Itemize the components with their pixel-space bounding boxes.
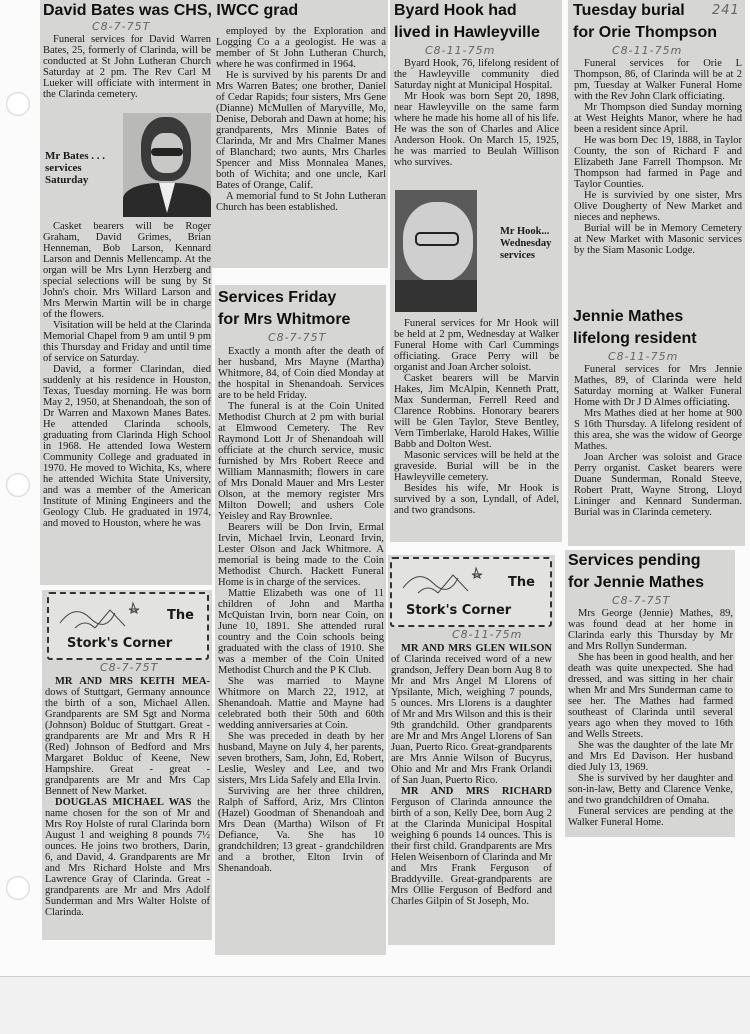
announcement-lead: MR AND MRS RICHARD (401, 786, 552, 797)
storks-corner-banner (47, 592, 209, 660)
article-paragraph: Exactly a month after the death of her husband, Mrs Mayne (Martha) Whitmore, 84, of Coin died Monday at the hospital in Shenandoah. Services are to be held Friday. (218, 346, 384, 401)
article-paragraph: She is survived by her daughter and son-in-law, Betty and Clarence Venke, and two grandchildren of Omaha. (568, 773, 733, 806)
article-paragraph: Funeral services are pending at the Walker Funeral Home. (568, 806, 733, 828)
thompson-text (574, 58, 742, 302)
announcement-lead: DOUGLAS MICHAEL WAS (55, 797, 192, 808)
bates-col1-top (43, 34, 211, 111)
birth-announcement (45, 676, 210, 797)
storks-corner-the: The (508, 575, 535, 590)
article-paragraph: Burial will be in Memory Cemetery at New Market with Masonic services by the Siam Masonic Lodge. (574, 223, 742, 256)
article-paragraph: He is survived by his parents Dr and Mrs Warren Bates; one brother, Daniel of Cedar Rapids; four sisters, Mrs Gene (Dianne) McMullen of Maryville, Mo, Denise, Deborah and Dawn at home; his grandparents, Mrs Minnie Bates of Clarinda, Mr and Mrs Chalmer Manes of Blanchard; two aunts, Mrs Charles Spencer and Miss Monnalea Manes, both of Wichita; and one uncle, Karl Bates of Orange, Calif. (216, 70, 386, 191)
article-paragraph: He was born Dec 19, 1888, in Taylor County, the son of Richard F and Elizabeth Jane Farrell Thompson. Mr Thompson had farmed in Page and Taylor Counties. (574, 135, 742, 190)
announcement-lead: MR AND MRS GLEN WILSON (401, 643, 552, 654)
stork2-text (391, 643, 552, 944)
photo-byard-hook (395, 190, 477, 312)
announcement-text: Ferguson of Clarinda announce the birth of a son, Kelly Dee, born Aug 2 at the Clarinda Municipal Hospital weighing 6 pounds 14 ounces. This is their first child. Grandparents are Mrs Helen Weisenborn of Clarinda and Mr and Mrs Frank Ferguson of Braddyville. Great-grandparents are Mrs Ollie Ferguson of Bedford and Charles Gilpin of St Joseph, Mo. (391, 797, 552, 907)
birth-announcement (45, 797, 210, 918)
article-paragraph: Joan Archer was soloist and Grace Perry organist. Casket bearers were Duane Sunderman, Ronald Steeve, Robert Pratt, Wayne Strong, Lloyd Lininger and Kennard Sunderman. Burial was in Clarinda cemetery. (574, 452, 742, 518)
stork-drawing-icon (55, 598, 145, 638)
date-note: C8-11-75m (608, 350, 679, 363)
caption-line: services (500, 250, 535, 261)
article-paragraph: She has been in good health, and her death was quite unexpected. She had dressed, and was sitting in her chair when Mr and Mrs Sunderman came to see her. The Mathes had farmed southeast of Clarinda until several years ago when they moved to 16th and Wells Streets. (568, 652, 733, 740)
caption-line: Mr Hook... (500, 226, 550, 237)
binder-hole (6, 92, 30, 116)
birth-announcement (391, 643, 552, 786)
headline-line: for Mrs Whitmore (218, 311, 351, 328)
sheet-edge (0, 976, 750, 1034)
headline-line: lifelong resident (573, 330, 697, 347)
announcement-text: dows of Stuttgart, Germany announce the birth of a son, Michael Allen. Grandparents are SM Sgt and Norma (Johnson) Bolduc of Stuttgart. Great - grandparents are Mr and Mrs R H (Red) Johnson of Bedford and Mrs Margaret Bolduc of Keene, New Hampshire. Great - great - grandparents are Mr and Mrs Cap Bennett of New Market. (45, 687, 210, 797)
date-note: C8-7-75T (268, 331, 327, 344)
date-note: C8-11-75m (452, 628, 523, 641)
announcement-text: the name chosen for the son of Mr and Mrs Roy Holste of rural Clarinda born August 1 and weighing 8 pounds 7½ ounces. He joins two brothers, Darin, 6, and David, 4. Grandparents are Mr and Mrs Richard Holste and Mrs Lawrence Gray of Clarinda. Great - grandparents are Mr and Mrs Adolf Sunderman and Mrs Walter Holste of Clarinda. (45, 797, 210, 918)
article-paragraph: A memorial fund to St John Lutheran Church has been established. (216, 191, 386, 213)
whitmore-text (218, 346, 384, 953)
stork-drawing-icon (398, 563, 488, 603)
hook-bottom-text (394, 318, 559, 540)
article-paragraph: Funeral services for Mr Hook will be held at 2 pm, Wednesday at Walker Funeral Home with Carl Cummings officiating. Grace Perry will be organist and Joan Archer soloist. (394, 318, 559, 373)
mathes-pending-text (568, 608, 733, 836)
article-paragraph: He is survivied by one sister, Mrs Olive Dougherty of New Market and nieces and nephews. (574, 190, 742, 223)
date-note: C8-7-75T (92, 20, 151, 33)
announcement-text: of Clarinda received word of a new grandson, Jeffery Dean born Aug 8 to Mr and Mrs Angel M Llorens of Ypsilante, Mich, weighing 7 pounds, 5 ounces. Mrs Llorens is a daughter of Mr and Mrs Wilson and this is their 9th grandchild. Other grandparents are Mr and Mrs Angel Llorens of San Juan, Puerto Rico. Great-grandparents are Mrs Annie Wilson of Bucyrus, Ohio and Mr and Mrs Frank Orlandi of San Juan, Puerto Rico. (391, 654, 552, 786)
headline-line: Jennie Mathes (573, 308, 684, 325)
article-paragraph: Besides his wife, Mr Hook is survived by a son, Lyndall, of Adel, and two grandsons. (394, 483, 559, 516)
headline-line: Tuesday burial (573, 2, 685, 19)
headline-line: for Jennie Mathes (568, 574, 705, 591)
headline-hook (394, 0, 540, 44)
bates-col1-bottom (43, 221, 211, 584)
stork1-text (45, 676, 210, 939)
bates-col2 (216, 26, 386, 266)
headline-mathes-lifelong (573, 306, 697, 350)
article-paragraph: Casket bearers will be Marvin Hakes, Jim McAlpin, Kenneth Pratt, Max Sunderman, Ferrell Reed and Clarence Robbins. Honorary bearers will be Glen Taylor, Steve Bentley, Vern Timberlake, Harold Hakes, Willie Babb and Dolton West. (394, 373, 559, 450)
caption-line: Saturday (45, 174, 89, 186)
storks-corner-title: Stork's Corner (406, 603, 512, 618)
headline-mathes-pending (568, 550, 704, 594)
date-note: C8-11-75m (612, 44, 683, 57)
article-paragraph: Funeral services for David Warren Bates, 25, formerly of Clarinda, will be conducted at St John Lutheran Church Saturday at 2 pm. The Rev Carl M Lueker will officiate with interment in the Clarinda cemetery. (43, 34, 211, 100)
headline-line: lived in Hawleyville (394, 24, 540, 41)
headline-line: Byard Hook had (394, 2, 517, 19)
article-paragraph: Mr Thompson died Sunday morning at West Heights Manor, where he had been a resident since April. (574, 102, 742, 135)
date-note: C8-7-75T (612, 594, 671, 607)
article-paragraph: Mattie Elizabeth was one of 11 children of John and Martha McQuistan Irvin, born near Coin, on June 10, 1891. She attended rural country and the Coin schools being graduated with the class of 1910. She was a member of the Coin United Methodist Church and the P K Club. (218, 588, 384, 676)
announcement-lead: MR AND MRS KEITH MEA- (55, 676, 210, 687)
article-paragraph: Mrs Mathes died at her home at 900 S 16th Thursday. A lifelong resident of this area, she was the widow of George Mathes. (574, 408, 742, 452)
headline-whitmore (218, 287, 350, 331)
article-paragraph: Funeral services for Mrs Jennie Mathes, 89, of Clarinda were held Saturday morning at Walker Funeral Home with Dr J D Almes officiating. (574, 364, 742, 408)
headline-thompson (573, 0, 717, 44)
photo-caption-hook (500, 226, 562, 262)
storks-corner-title: Stork's Corner (67, 636, 173, 651)
article-paragraph: Bearers will be Don Irvin, Ermal Irvin, Michael Irvin, Leonard Irvin, Lester Olson and Jack Whitmore. A memorial is being made to the Coin Methodist Church. Hackett Funeral Home is in charge of the services. (218, 522, 384, 588)
article-paragraph: Masonic services will be held at the graveside. Burial will be in the Hawleyville cemetery. (394, 450, 559, 483)
article-paragraph: Mrs George (Jennie) Mathes, 89, was found dead at her home in Clarinda early this Thursday by Mr and Mrs Rollyn Sunderman. (568, 608, 733, 652)
article-paragraph: Byard Hook, 76, lifelong resident of the Hawleyville community died Saturday night at Municipal Hospital. (394, 58, 559, 91)
hook-top-text (394, 58, 559, 186)
birth-announcement (391, 786, 552, 907)
article-paragraph: Visitation will be held at the Clarinda Memorial Chapel from 9 am until 9 pm this Thursday and Friday and until time of service on Saturday. (43, 320, 211, 364)
storks-corner-banner (390, 557, 552, 627)
article-paragraph: David, a former Clarindan, died suddenly at his residence in Houston, Texas, Tuesday morning. He was born May 2, 1950, at Shenandoah, the son of Dr Warren and Maxown Manes Bates. He attended Clarinda schools, graduating from Clarinda High School in 1968. He attended Iowa Western Community College and graduated in 1970. He moved to Wichita, Ks, where he attended Wichita State University, and was a member of the American Institute of Mining Engineers and the Geology Club. He graduated in 1974, and moved to Houston, where he was (43, 364, 211, 529)
photo-david-bates (123, 113, 211, 217)
binder-hole (6, 473, 30, 497)
caption-line: services (45, 162, 82, 174)
caption-line: Mr Bates . . . (45, 150, 105, 162)
article-paragraph: She was married to Mayne Whitmore on March 22, 1912, at Shenandoah. Mattie and Mayne had celebrated both their 50th and 60th wedding anniversaries at Coin. (218, 676, 384, 731)
caption-line: Wednesday (500, 238, 552, 249)
headline-line: Services Friday (218, 289, 337, 306)
article-paragraph: Casket bearers will be Roger Graham, David Grimes, Brian Henneman, Bob Larson, Kennard Larson and Dennis Mellencamp. At the organ will be Mrs Lynn Herzberg and special selections will be sung by St John's choir. Mrs Willard Larson and Mrs Merwin Martin will be in charge of the flowers. (43, 221, 211, 320)
article-paragraph: Surviving are her three children, Ralph of Safford, Ariz, Mrs Clinton (Hazel) Goodman of Shenandoah and Mrs Dean (Martha) Wilson of Ft Defiance, Va. She has 10 grandchildren; 13 great - grandchildren and a brother, Elton Irvin of Shenandoah. (218, 786, 384, 874)
article-paragraph: Funeral services for Orie L Thompson, 86, of Clarinda will be at 2 pm, Tuesday at Walker Funeral Home with the Rev John Clark officiating. (574, 58, 742, 102)
headline-line: Services pending (568, 552, 701, 569)
date-note: C8-7-75T (100, 661, 159, 674)
photo-caption-bates (45, 150, 120, 186)
mathes-lifelong-text (574, 364, 742, 544)
article-paragraph: She was preceded in death by her husband, Mayne on July 4, her parents, seven brothers, Sam, John, Ed, Robert, Leslie, Wesley and Lee, and two sisters, Mrs Lida Safely and Ella Irvin. (218, 731, 384, 786)
article-paragraph: Mr Hook was born Sept 20, 1898, near Hawleyville on the same farm where he made his home all of his life. He was the son of Charles and Alice Anderson Hook. On March 15, 1925, he was married to Beulah Willison who survives. (394, 91, 559, 168)
article-paragraph: The funeral is at the Coin United Methodist Church at 2 pm with burial at Elmwood Cemetery. The Rev Raymond Lott Jr of Shenandoah will officiate at the church service, music furnished by Mrs Robert Reece and William Mannasmith; flowers in care of Mrs Donald Mauer and Mrs Lester Olson, at the memory register Mrs Milton Dowell; and ushers Cole Yeisley and Ray Brownlee. (218, 401, 384, 522)
binder-hole (6, 876, 30, 900)
headline-bates: David Bates was CHS, IWCC grad (43, 2, 299, 19)
article-paragraph: She was the daughter of the late Mr and Mrs Ed Davison. Her husband died July 13, 1969. (568, 740, 733, 773)
page-number: 241 (712, 3, 740, 18)
date-note: C8-11-75m (425, 44, 496, 57)
article-paragraph: employed by the Exploration and Logging Co a a geologist. He was a member of St John Lutheran Church, where he was confirmed in 1964. (216, 26, 386, 70)
headline-line: for Orie Thompson (573, 24, 717, 41)
storks-corner-the: The (167, 608, 194, 623)
